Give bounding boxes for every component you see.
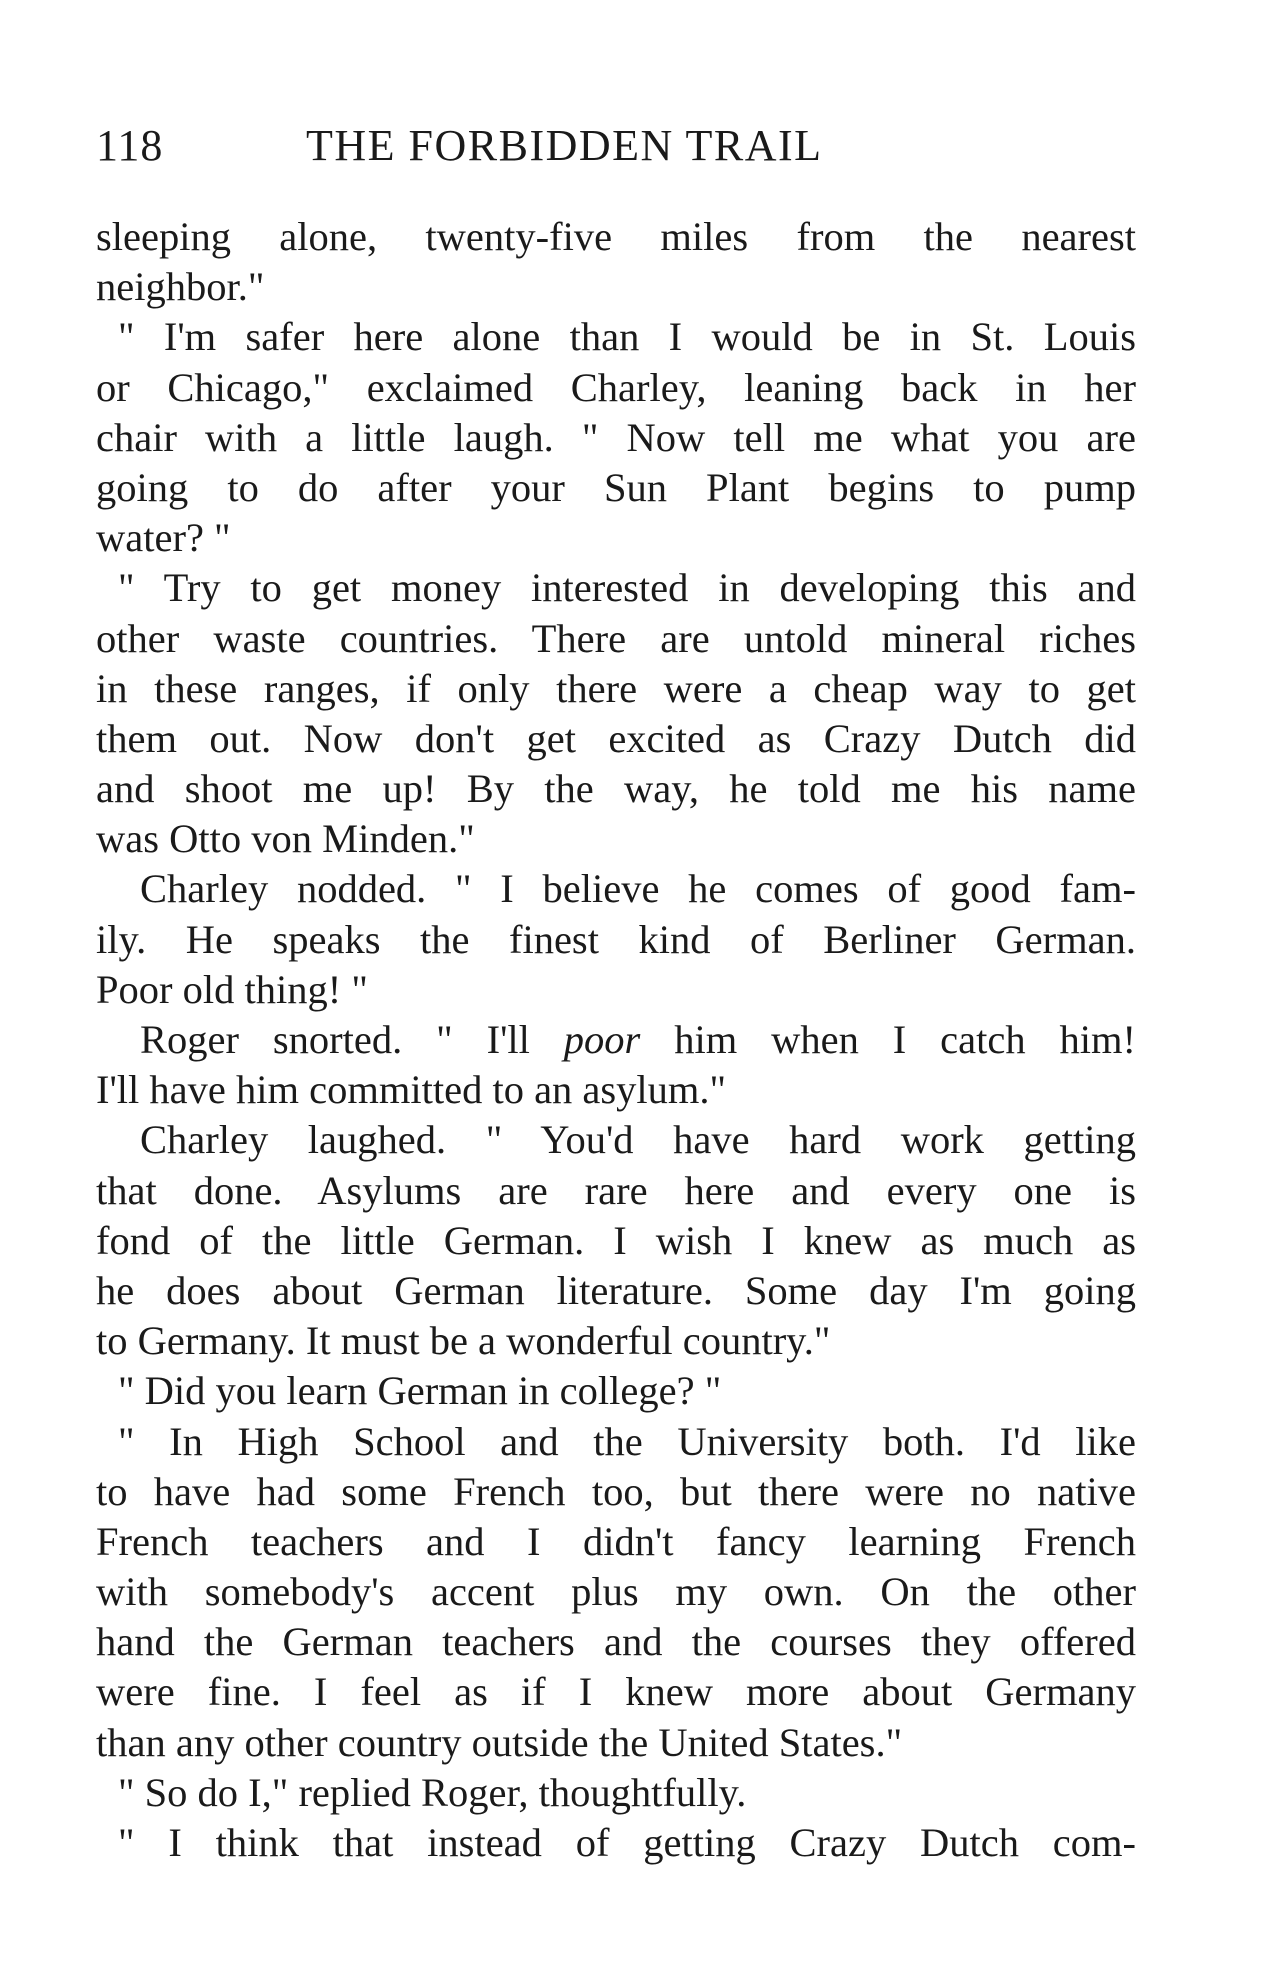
text-line: than any other country outside the United States.": [96, 1719, 903, 1765]
text-line: to Germany. It must be a wonderful country.": [96, 1318, 831, 1364]
text-line: in these ranges, if only there were a cheap way to get: [96, 665, 1136, 711]
text-line: going to do after your Sun Plant begins to pump: [96, 464, 1136, 510]
page-header: [96, 120, 1136, 180]
text-line: them out. Now don't get excited as Crazy Dutch did: [96, 715, 1136, 761]
text-line: to have had some French too, but there were no native: [96, 1468, 1136, 1514]
text-line: " Try to get money interested in developing this and: [118, 565, 1136, 611]
body-text: [96, 212, 1136, 1868]
text-line: ily. He speaks the finest kind of Berliner German.: [96, 916, 1136, 962]
text-line: were fine. I feel as if I knew more about Germany: [96, 1669, 1136, 1715]
text-line: water? ": [96, 515, 231, 561]
text-line: I'll have him committed to an asylum.": [96, 1067, 727, 1113]
text-line: Charley laughed. " You'd have hard work getting: [140, 1117, 1136, 1163]
text-line: " In High School and the University both. I'd like: [118, 1418, 1136, 1464]
text-line: he does about German literature. Some day I'm going: [96, 1267, 1136, 1313]
text-line: " I'm safer here alone than I would be in St. Louis: [118, 314, 1136, 360]
text-line: " Did you learn German in college? ": [118, 1368, 722, 1414]
text-line: other waste countries. There are untold mineral riches: [96, 615, 1136, 661]
text-line: Poor old thing! ": [96, 966, 368, 1012]
text-segment: him when I catch him!: [640, 1017, 1136, 1062]
text-line: with somebody's accent plus my own. On the other: [96, 1569, 1136, 1615]
text-line: chair with a little laugh. " Now tell me what you are: [96, 414, 1136, 460]
text-line: was Otto von Minden.": [96, 816, 475, 862]
text-segment: Roger snorted. " I'll: [140, 1017, 564, 1062]
text-line: sleeping alone, twenty-five miles from the nearest: [96, 214, 1136, 259]
text-line: neighbor.": [96, 264, 265, 310]
text-line: " So do I," replied Roger, thoughtfully.: [118, 1769, 747, 1815]
text-line: hand the German teachers and the courses they offered: [96, 1619, 1136, 1665]
italic-word: poor: [563, 1017, 641, 1062]
text-line: that done. Asylums are rare here and every one is: [96, 1167, 1136, 1213]
text-line: or Chicago," exclaimed Charley, leaning back in her: [96, 364, 1136, 410]
page-number: 118: [96, 121, 164, 170]
text-line: " I think that instead of getting Crazy Dutch com-: [118, 1820, 1136, 1865]
text-line: and shoot me up! By the way, he told me his name: [96, 766, 1136, 812]
text-line: [96, 1015, 1136, 1065]
text-line: Charley nodded. " I believe he comes of good fam-: [140, 866, 1136, 912]
text-line: French teachers and I didn't fancy learning French: [96, 1518, 1136, 1564]
running-title: THE FORBIDDEN TRAIL: [306, 121, 823, 170]
text-line: fond of the little German. I wish I knew as much as: [96, 1217, 1136, 1263]
